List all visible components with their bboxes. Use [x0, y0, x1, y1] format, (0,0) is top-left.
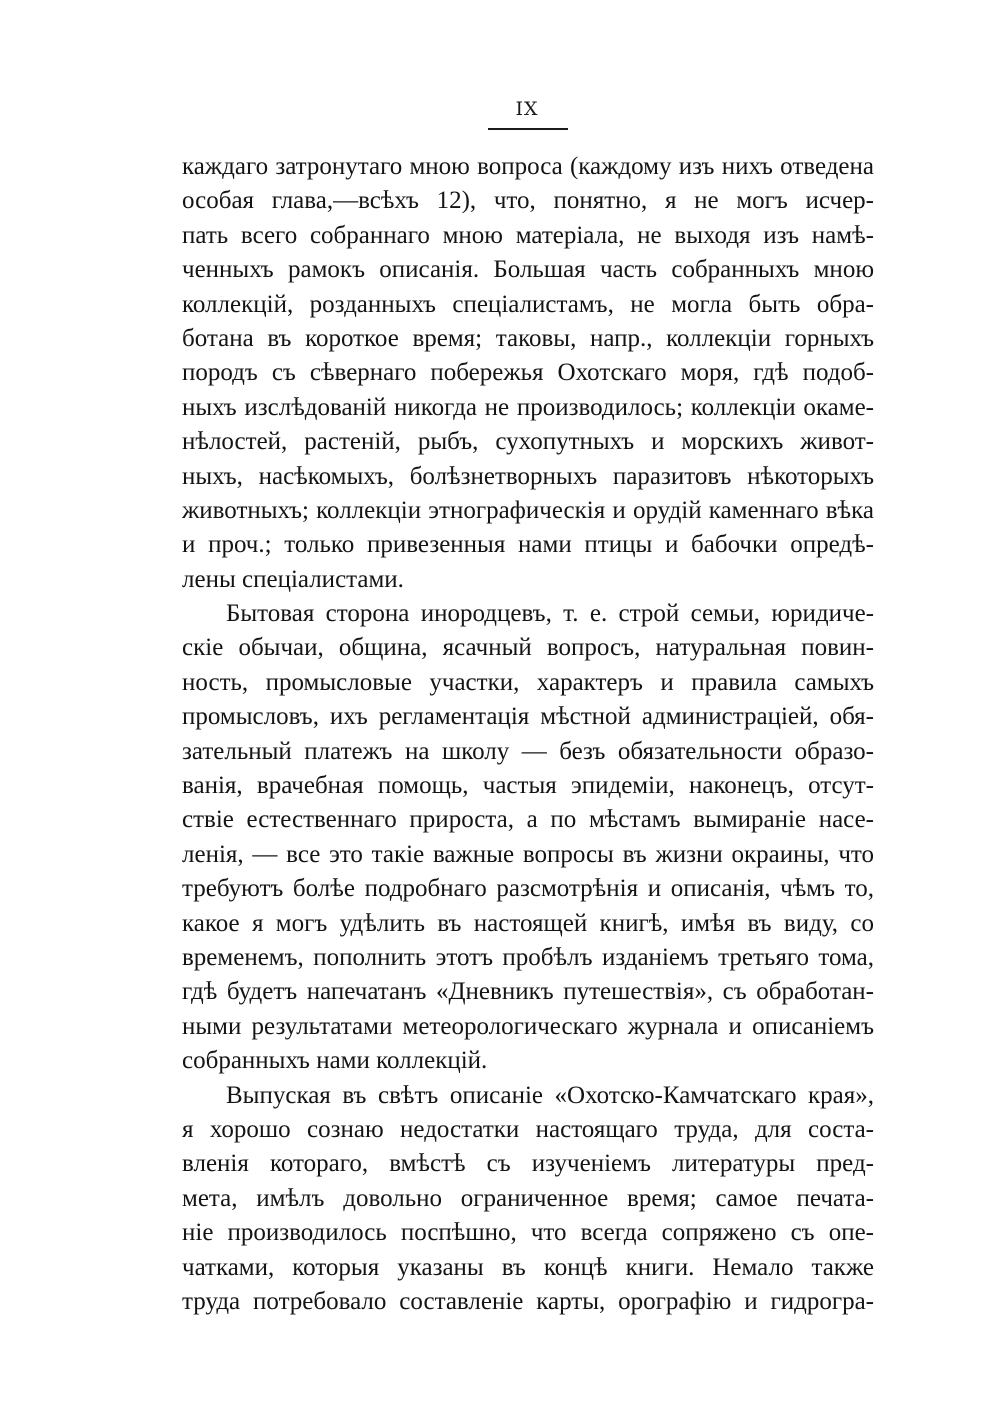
page-number: IX: [515, 98, 539, 120]
text-line: породъ съ сѣвернаго побережья Охотскаго моря, гдѣ подоб-: [182, 359, 874, 387]
text-line: промысловъ, ихъ регламентація мѣстной администраціей, обя-: [182, 703, 874, 731]
text-line: ными результатами метеорологическаго журнала и описаніемъ: [182, 1012, 874, 1040]
text-line: мета, имѣлъ довольно ограниченное время; самое печата-: [182, 1184, 874, 1212]
text-line: чатками, которыя указаны въ концѣ книги. Немало также: [182, 1253, 874, 1281]
text-line: каждаго затронутаго мною вопроса (каждому изъ нихъ отведена: [182, 153, 874, 180]
text-line: ныхъ изслѣдованій никогда не производилось; коллекціи окаме-: [182, 393, 874, 421]
text-line: ченныхъ рамокъ описанія. Большая часть собранныхъ мною: [182, 256, 874, 284]
text-line: животныхъ; коллекціи этнографическія и орудій каменнаго вѣка: [182, 496, 874, 524]
text-line: коллекцій, розданныхъ спеціалистамъ, не могла быть обра-: [182, 290, 874, 318]
text-line: Бытовая сторона инородцевъ, т. е. строй семьи, юридиче-: [226, 600, 874, 628]
text-line: я хорошо сознаю недостатки настоящаго труда, для соста-: [182, 1115, 874, 1143]
text-line: собранныхъ нами коллекцій.: [182, 1047, 488, 1075]
paragraph: [182, 150, 874, 597]
text-line: какое я могъ удѣлить въ настоящей книгѣ, имѣя въ виду, со: [182, 909, 874, 937]
paragraph: [182, 1079, 874, 1320]
text-line: временемъ, пополнить этотъ пробѣлъ изданіемъ третьяго тома,: [182, 943, 874, 971]
page-number-rule: [488, 128, 568, 130]
body-text: [182, 150, 874, 1319]
text-line: ныхъ, насѣкомыхъ, болѣзнетворныхъ паразитовъ нѣкоторыхъ: [182, 462, 874, 490]
text-line: зательный платежъ на школу — безъ обязательности образо-: [182, 737, 874, 765]
text-line: и проч.; только привезенныя нами птицы и бабочки опредѣ-: [182, 531, 874, 559]
text-line: ніе производилось поспѣшно, что всегда сопряжено съ опе-: [182, 1219, 874, 1247]
text-line: скіе обычаи, община, ясачный вопросъ, натуральная повин-: [182, 634, 874, 662]
text-line: вленія котораго, вмѣстѣ съ изученіемъ литературы пред-: [182, 1150, 874, 1178]
text-line: лены спеціалистами.: [182, 565, 404, 593]
text-line: ботана въ короткое время; таковы, напр., коллекціи горныхъ: [182, 324, 874, 352]
text-line: особая глава,—всѣхъ 12), что, понятно, я не могъ исчер-: [182, 187, 874, 215]
paragraph: [182, 597, 874, 1078]
text-line: гдѣ будетъ напечатанъ «Дневникъ путешествія», съ обработан-: [182, 978, 874, 1006]
text-line: Выпуская въ свѣтъ описаніе «Охотско-Камчатскаго края»,: [226, 1081, 874, 1109]
text-line: ленія, — все это такіе важные вопросы въ жизни окраины, что: [182, 840, 874, 868]
text-line: требуютъ болѣе подробнаго разсмотрѣнія и описанія, чѣмъ то,: [182, 875, 874, 903]
text-line: нѣлостей, растеній, рыбъ, сухопутныхъ и морскихъ живот-: [182, 428, 874, 456]
text-line: ствіе естественнаго прироста, а по мѣстамъ вымираніе насе-: [182, 806, 874, 834]
text-line: труда потребовало составленіе карты, орографію и гидрогра-: [182, 1287, 874, 1315]
text-line: ванія, врачебная помощь, частыя эпидеміи, наконецъ, отсут-: [182, 772, 874, 800]
text-line: пать всего собраннаго мною матеріала, не выходя изъ намѣ-: [182, 221, 874, 249]
text-line: ность, промысловые участки, характеръ и правила самыхъ: [182, 668, 874, 696]
